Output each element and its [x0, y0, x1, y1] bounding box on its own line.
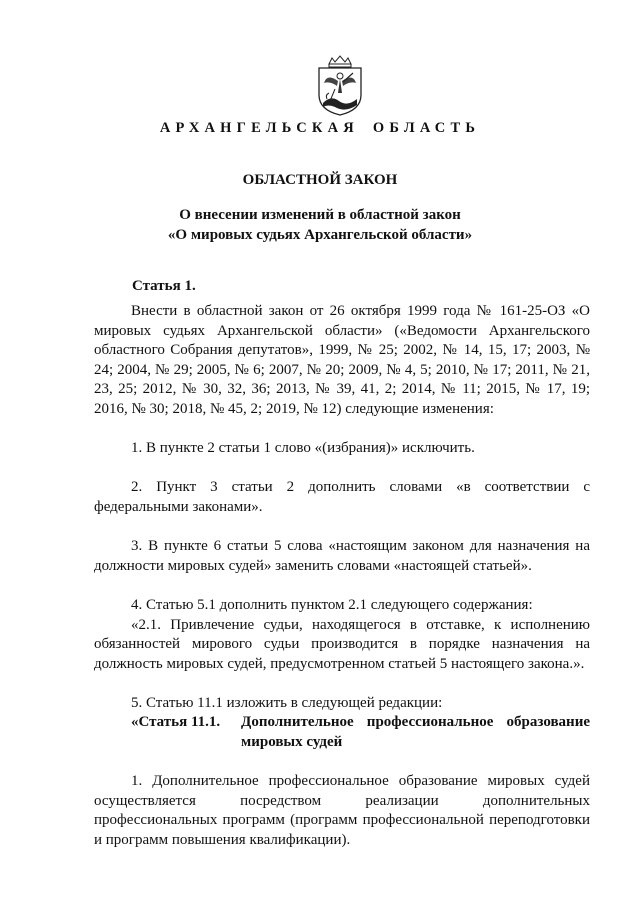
new-article-title: Дополнительное профессиональное образование мировых судей [241, 714, 590, 751]
article-intro-paragraph: Внести в областной закон от 26 октября 1999 года № 161-25-ОЗ «О мировых судьях Архангельской области» («Ведомости Архангельского областного Собрания депутатов», 1999, № 25; 2002, № 14, 15, 17; 2003, № 24; 2004, № 29; 2005, № 6; 2007, № 20; 2009, № 4, 5; 2010, № 17; 2011, № 21, 23, 25; 2012, № 30, 32, 36; 2013, № 39, 41, 2; 2014, № 11; 2015, № 17, 19; 2016, № 30; 2018, № 45, 2; 2019, № 12) следующие изменения: [94, 303, 590, 417]
law-title-line-1: О внесении изменений в областной закон [179, 207, 461, 223]
new-article-number: «Статья 11.1. [131, 714, 221, 731]
law-title [0, 206, 640, 245]
region-name: АРХАНГЕЛЬСКАЯ ОБЛАСТЬ [159, 120, 481, 136]
item-4-quote-paragraph: «2.1. Привлечение судьи, находящегося в отставке, к исполнению обязанностей мирового судьи производится в порядке назначения на должность мировых судей, предусмотренном статьей 5 настоящего закона.». [94, 616, 590, 672]
new-article-paragraph-1: 1. Дополнительное профессиональное образование мировых судей осуществляется посредством реализации дополнительных профессиональных программ (программ профессиональной переподготовки и программ повышения квалификации). [94, 773, 590, 849]
new-article-heading [94, 713, 590, 752]
item-5-paragraph: 5. Статью 11.1 изложить в следующей редакции: [131, 694, 443, 711]
item-3-paragraph: 3. В пункте 6 статьи 5 слова «настоящим законом для назначения на должности мировых судей» заменить словами «настоящей статьей». [94, 538, 590, 574]
item-2-paragraph: 2. Пункт 3 статьи 2 дополнить словами «в соответствии с федеральными законами». [94, 479, 590, 515]
item-4-paragraph: 4. Статью 5.1 дополнить пунктом 2.1 следующего содержания: [131, 596, 533, 613]
article-heading: Статья 1. [132, 278, 196, 294]
document-type: ОБЛАСТНОЙ ЗАКОН [242, 172, 398, 188]
law-title-line-2: «О мировых судьях Архангельской области» [167, 226, 473, 243]
article-body [94, 302, 590, 851]
item-1-paragraph: 1. В пункте 2 статьи 1 слово «(избрания)» исключить. [131, 440, 475, 457]
coat-of-arms-emblem [315, 55, 365, 117]
